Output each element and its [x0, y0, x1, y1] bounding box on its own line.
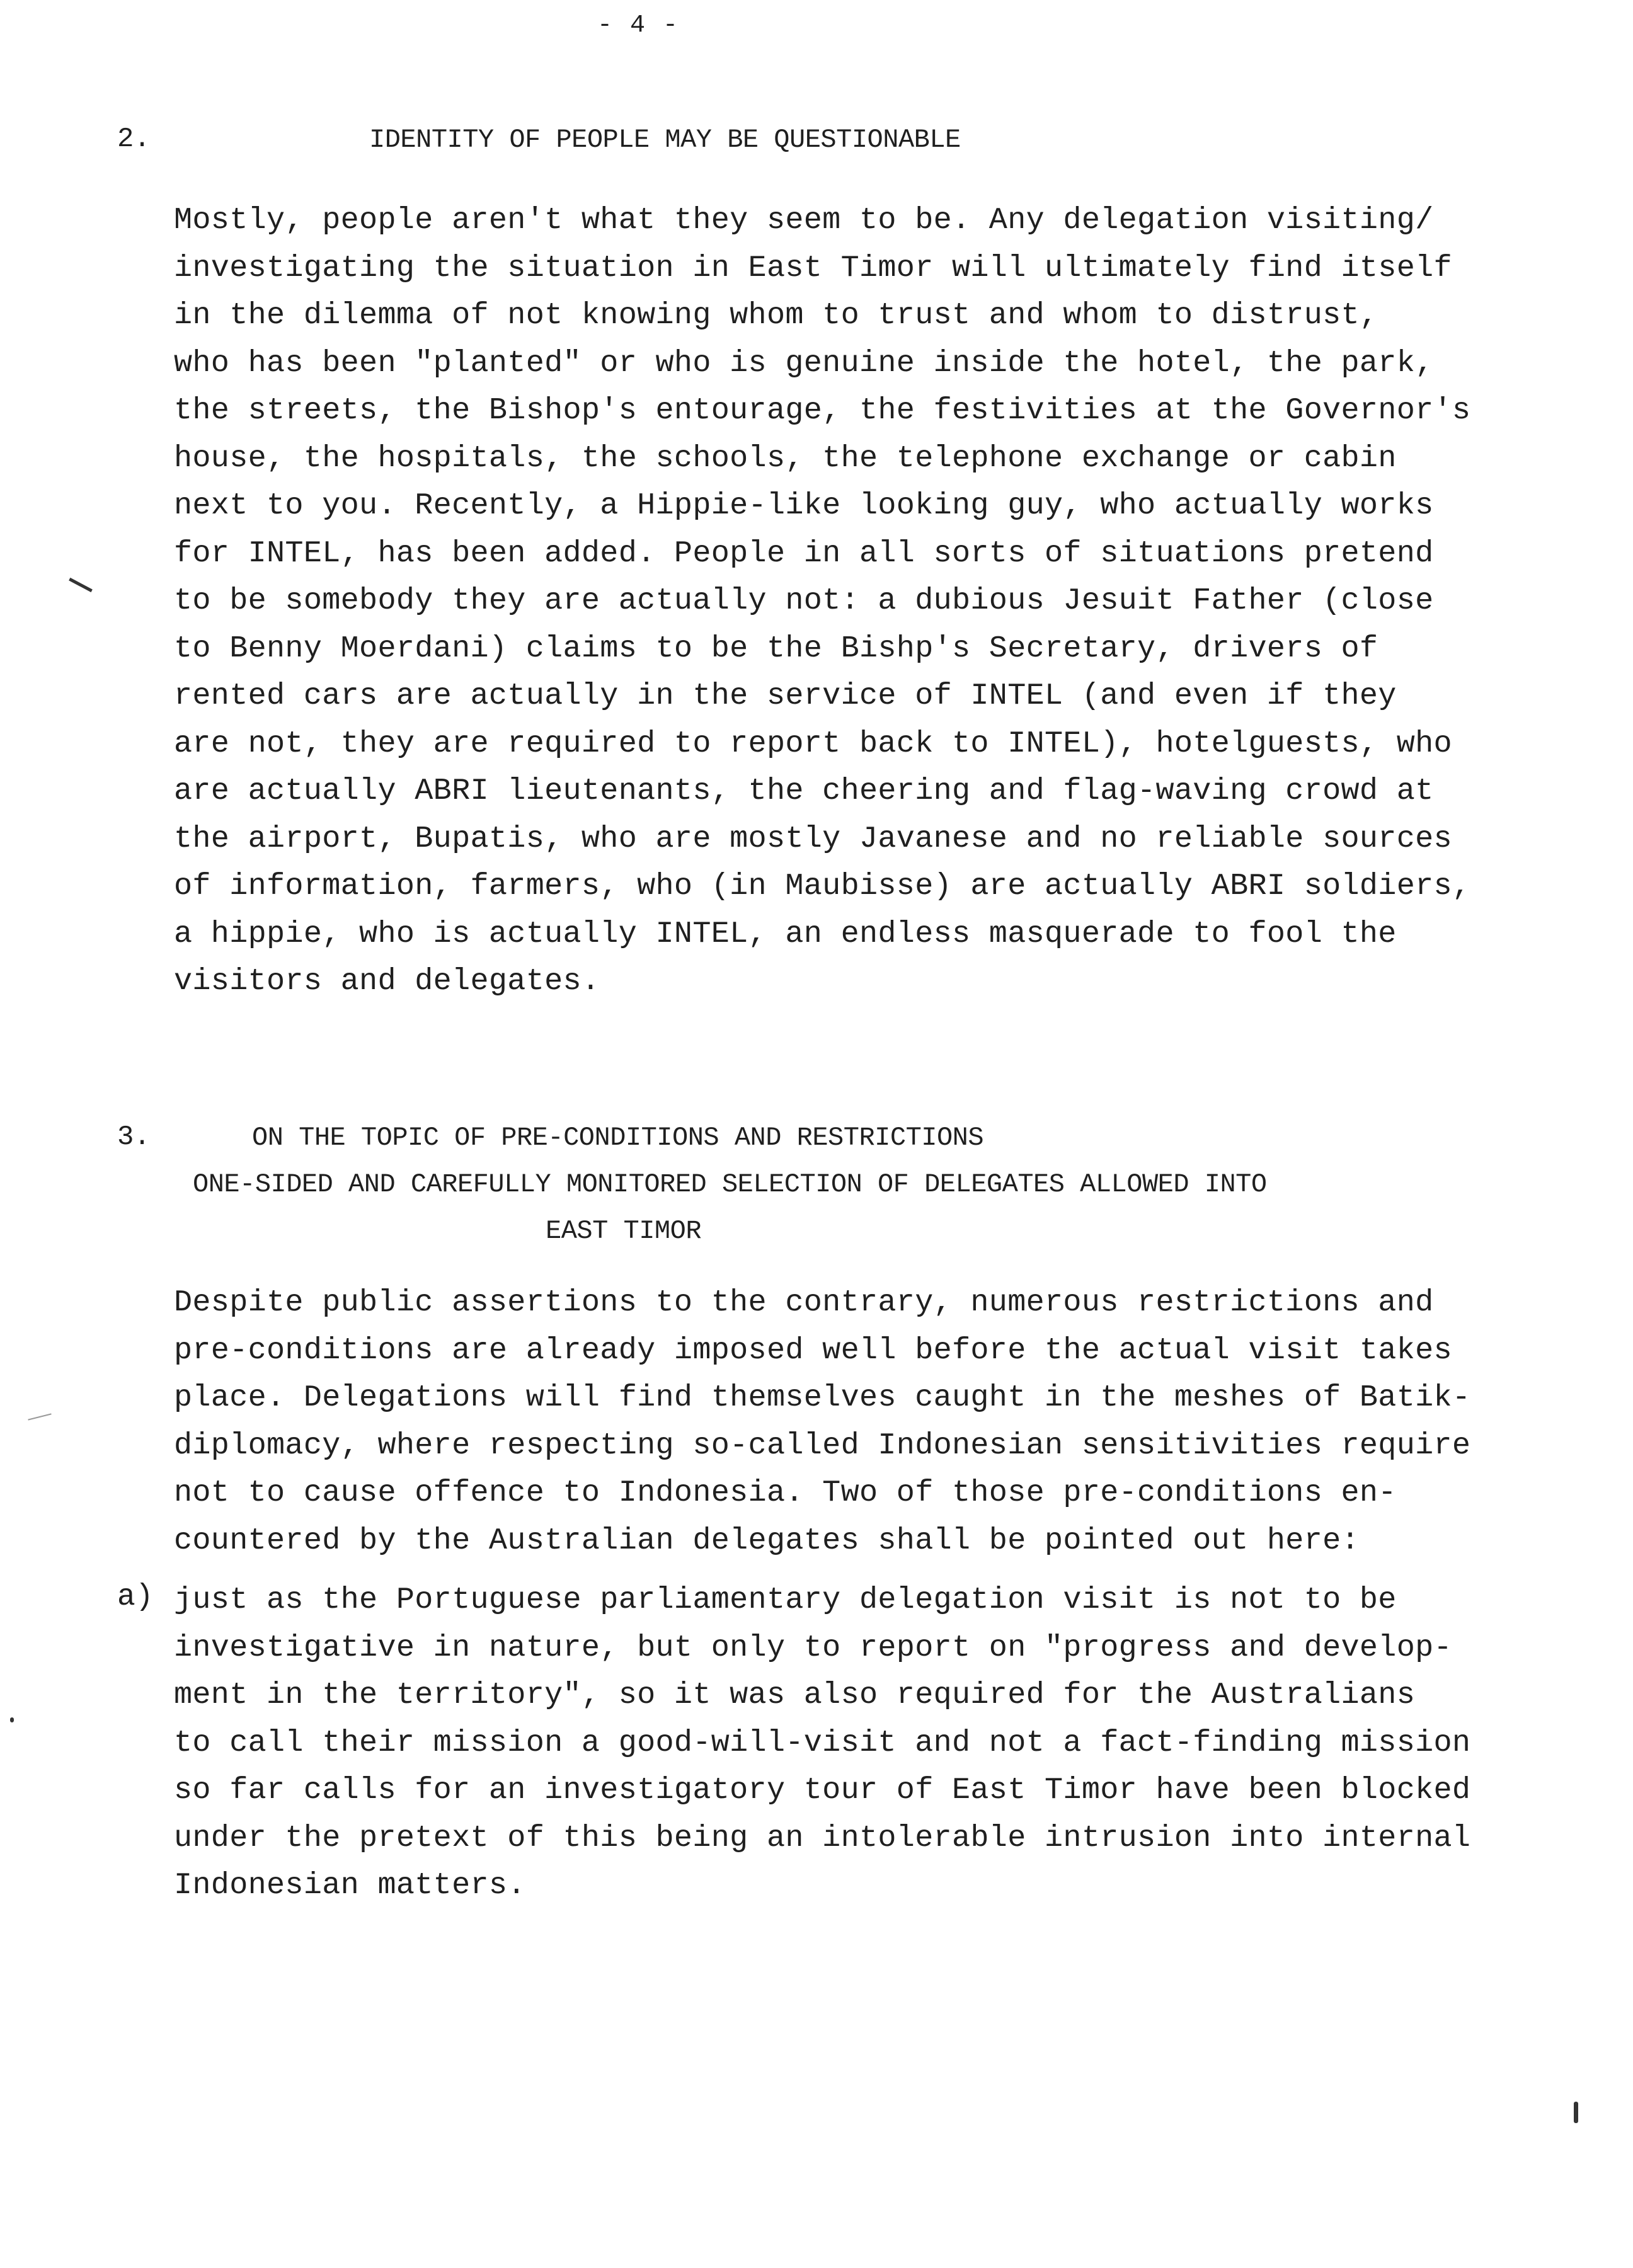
text-line: of information, farmers, who (in Maubisse) are actually ABRI soldiers,: [174, 869, 1471, 903]
text-line: diplomacy, where respecting so-called Indonesian sensitivities require: [174, 1428, 1471, 1463]
section-3-heading-line-1: ON THE TOPIC OF PRE-CONDITIONS AND RESTRICTIONS: [252, 1123, 984, 1153]
page-number: - 4 -: [597, 11, 680, 40]
text-line: Indonesian matters.: [174, 1868, 526, 1903]
text-line: visitors and delegates.: [174, 964, 600, 999]
text-line: to call their mission a good-will-visit and not a fact-finding mission: [174, 1725, 1471, 1760]
text-line: in the dilemma of not knowing whom to trust and whom to distrust,: [174, 298, 1378, 333]
scan-mark-arrow: [69, 578, 93, 592]
list-item-a-marker: a): [117, 1580, 154, 1614]
text-line: under the pretext of this being an intolerable intrusion into internal: [174, 1820, 1471, 1855]
text-line: rented cars are actually in the service of INTEL (and even if they: [174, 679, 1397, 713]
scan-mark-dot: [10, 1717, 14, 1722]
text-line: investigative in nature, but only to report on "progress and develop-: [174, 1630, 1452, 1665]
text-line: place. Delegations will find themselves caught in the meshes of Batik-: [174, 1380, 1471, 1415]
text-line: next to you. Recently, a Hippie-like looking guy, who actually works: [174, 488, 1434, 523]
section-2-number: 2.: [117, 123, 151, 155]
text-line: Mostly, people aren't what they seem to be. Any delegation visiting/: [174, 203, 1434, 238]
section-3-number: 3.: [117, 1121, 151, 1153]
text-line: Despite public assertions to the contrary, numerous restrictions and: [174, 1285, 1434, 1320]
text-line: to be somebody they are actually not: a dubious Jesuit Father (close: [174, 583, 1434, 618]
text-line: are not, they are required to report back to INTEL), hotelguests, who: [174, 726, 1452, 761]
text-line: for INTEL, has been added. People in all sorts of situations pretend: [174, 536, 1434, 571]
text-line: pre-conditions are already imposed well before the actual visit takes: [174, 1332, 1452, 1368]
text-line: investigating the situation in East Timor will ultimately find itself: [174, 250, 1452, 285]
section-2-paragraph: [174, 197, 1560, 1005]
text-line: so far calls for an investigatory tour of East Timor have been blocked: [174, 1773, 1471, 1807]
text-line: are actually ABRI lieutenants, the cheering and flag-waving crowd at: [174, 774, 1434, 808]
scan-mark-tick: [1574, 2102, 1578, 2123]
section-3-heading-line-3: EAST TIMOR: [546, 1216, 702, 1246]
list-item-a-text: [174, 1576, 1560, 1910]
text-line: not to cause offence to Indonesia. Two of those pre-conditions en-: [174, 1475, 1397, 1510]
text-line: the streets, the Bishop's entourage, the festivities at the Governor's: [174, 393, 1471, 428]
text-line: the airport, Bupatis, who are mostly Javanese and no reliable sources: [174, 821, 1452, 856]
text-line: a hippie, who is actually INTEL, an endless masquerade to fool the: [174, 916, 1397, 951]
text-line: countered by the Australian delegates shall be pointed out here:: [174, 1523, 1360, 1558]
text-line: house, the hospitals, the schools, the telephone exchange or cabin: [174, 440, 1397, 476]
section-2-heading: IDENTITY OF PEOPLE MAY BE QUESTIONABLE: [369, 125, 961, 155]
text-line: to Benny Moerdani) claims to be the Bishp's Secretary, drivers of: [174, 631, 1378, 666]
section-3-paragraph: [174, 1279, 1560, 1564]
text-line: ment in the territory", so it was also required for the Australians: [174, 1678, 1416, 1712]
text-line: just as the Portuguese parliamentary delegation visit is not to be: [174, 1583, 1397, 1617]
section-3-heading-line-2: ONE-SIDED AND CAREFULLY MONITORED SELECTION OF DELEGATES ALLOWED INTO: [193, 1169, 1267, 1200]
text-line: who has been "planted" or who is genuine inside the hotel, the park,: [174, 345, 1434, 381]
scan-mark-curve: [28, 1413, 51, 1420]
